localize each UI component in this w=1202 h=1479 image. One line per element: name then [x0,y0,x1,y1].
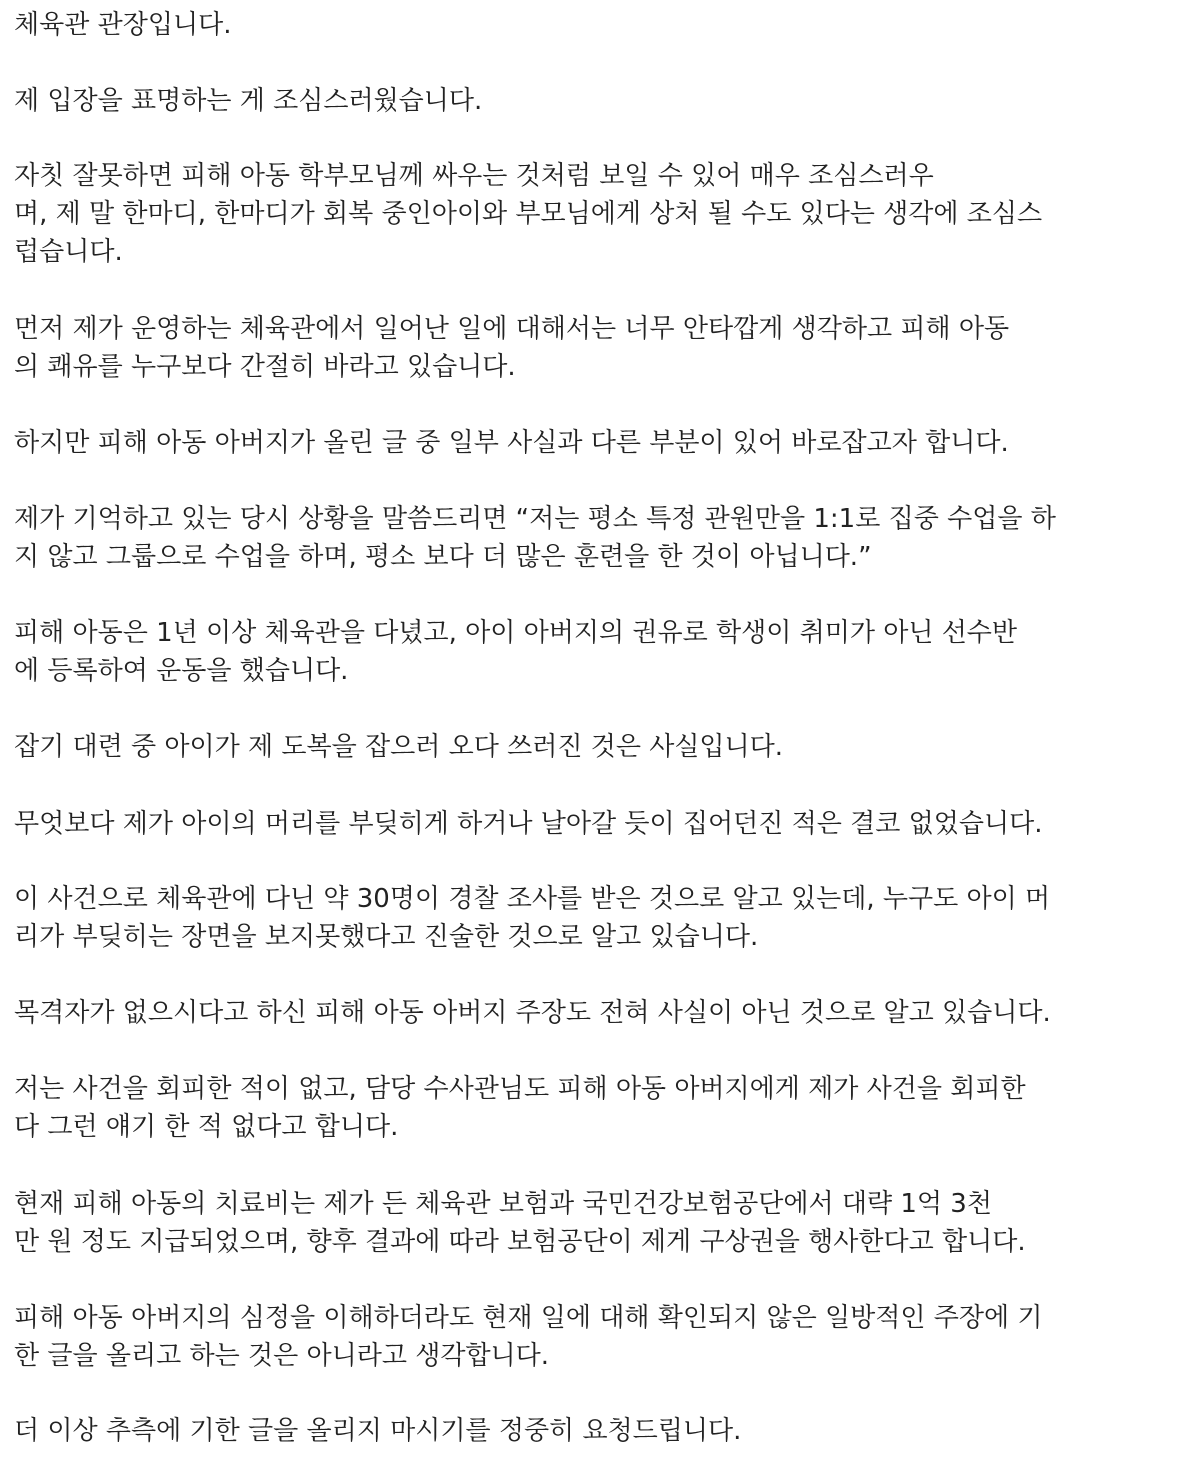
text-line: 저는 사건을 회피한 적이 없고, 담당 수사관님도 피해 아동 아버지에게 제가 사건을 회피한 [14,1074,1026,1104]
text-line: 제가 기억하고 있는 당시 상황을 말씀드리면 “저는 평소 특정 관원만을 1:1로 집중 수업을 하 [14,504,1056,534]
paragraph-denial [14,805,1194,843]
text-line: 현재 피해 아동의 치료비는 제가 든 체육관 보험과 국민건강보험공단에서 대략 1억 3천 [14,1189,992,1219]
text-line: 체육관 관장입니다. [14,10,232,40]
text-line: 피해 아동은 1년 이상 체육관을 다녔고, 아이 아버지의 권유로 학생이 취미가 아닌 선수반 [14,618,1018,648]
paragraph-situation [14,500,1194,576]
paragraph-greeting [14,6,1194,44]
text-line: 목격자가 없으시다고 하신 피해 아동 아버지 주장도 전혀 사실이 아닌 것으로 알고 있습니다. [14,998,1051,1028]
text-line: 한 글을 올리고 하는 것은 아니라고 생각합니다. [14,1341,550,1371]
paragraph-sparring [14,728,1194,766]
text-line: 지 않고 그룹으로 수업을 하며, 평소 보다 더 많은 훈련을 한 것이 아닙니다.” [14,542,872,572]
paragraph-enrollment [14,614,1194,690]
paragraph-request [14,1412,1194,1450]
paragraph-investigation [14,880,1194,956]
text-line: 무엇보다 제가 아이의 머리를 부딪히게 하거나 날아갈 듯이 집어던진 적은 결코 없었습니다. [14,809,1043,839]
text-line: 피해 아동 아버지의 심정을 이해하더라도 현재 일에 대해 확인되지 않은 일방적인 주장에 기 [14,1303,1043,1333]
text-line: 에 등록하여 운동을 했습니다. [14,656,349,686]
text-line: 더 이상 추측에 기한 글을 올리지 마시기를 정중히 요청드립니다. [14,1416,742,1446]
paragraph-sympathy [14,310,1194,386]
text-line: 자칫 잘못하면 피해 아동 학부모님께 싸우는 것처럼 보일 수 있어 매우 조심스러우 [14,161,934,191]
paragraph-one-sided-claims [14,1299,1194,1375]
paragraph-witness [14,994,1194,1032]
paragraph-medical-costs [14,1185,1194,1261]
text-line: 제 입장을 표명하는 게 조심스러웠습니다. [14,86,483,116]
text-line: 하지만 피해 아동 아버지가 올린 글 중 일부 사실과 다른 부분이 있어 바로잡고자 합니다. [14,428,1009,458]
text-line: 리가 부딪히는 장면을 보지못했다고 진술한 것으로 알고 있습니다. [14,922,759,952]
text-line: 럽습니다. [14,237,123,267]
text-line: 잡기 대련 중 아이가 제 도복을 잡으러 오다 쓰러진 것은 사실입니다. [14,732,784,762]
text-line: 만 원 정도 지급되었으며, 향후 결과에 따라 보험공단이 제게 구상권을 행사한다고 합니다. [14,1227,1026,1257]
paragraph-hesitation [14,82,1194,120]
paragraph-correction [14,424,1194,462]
text-line: 먼저 제가 운영하는 체육관에서 일어난 일에 대해서는 너무 안타깝게 생각하고 피해 아동 [14,314,1010,344]
paragraph-caution [14,157,1194,271]
paragraph-avoidance [14,1070,1194,1146]
text-line: 의 쾌유를 누구보다 간절히 바라고 있습니다. [14,352,516,382]
text-line: 이 사건으로 체육관에 다닌 약 30명이 경찰 조사를 받은 것으로 알고 있는데, 누구도 아이 머 [14,884,1051,914]
text-line: 며, 제 말 한마디, 한마디가 회복 중인아이와 부모님에게 상처 될 수도 있다는 생각에 조심스 [14,199,1043,229]
text-line: 다 그런 얘기 한 적 없다고 합니다. [14,1112,399,1142]
